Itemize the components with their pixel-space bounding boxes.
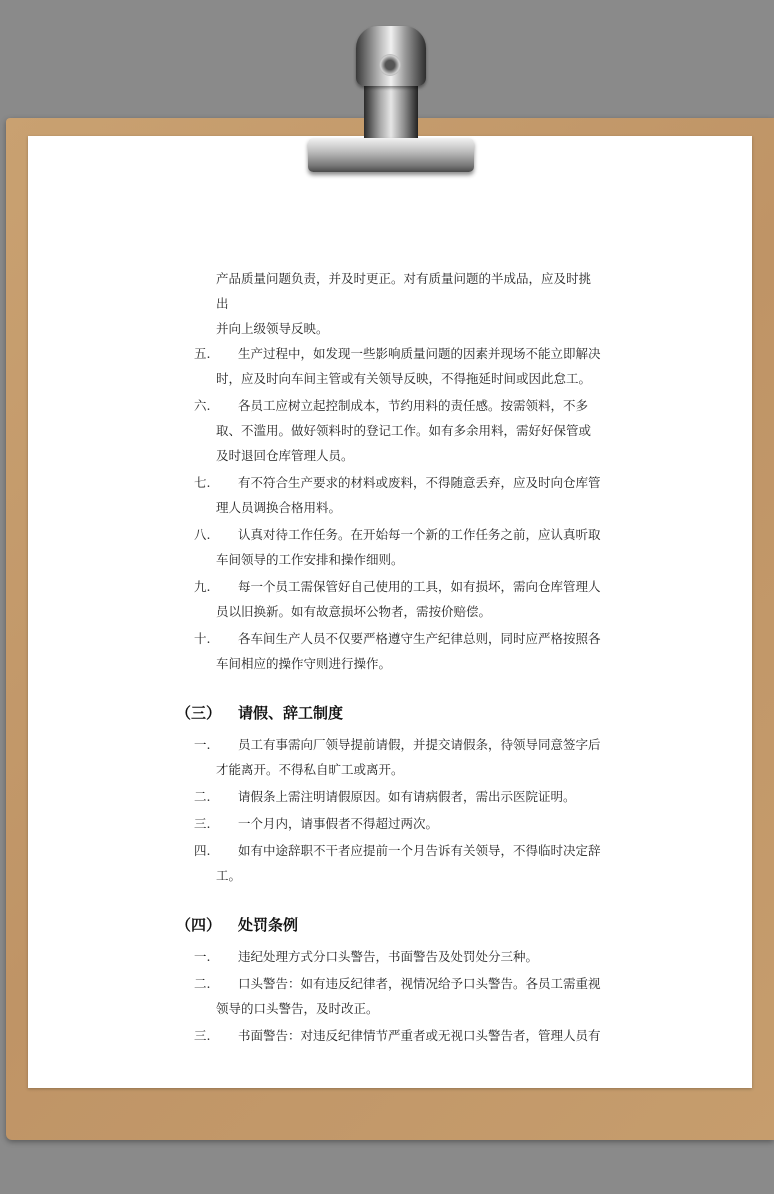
item-number: 二. [194,976,211,991]
list-item [28,784,752,809]
item-text: 有不符合生产要求的材料或废料，不得随意丢弃，应及时向仓库管理人员调换合格用料。 [216,475,601,515]
document-page [28,136,752,1088]
document-content [28,266,752,1050]
item-number: 五. [194,346,211,361]
list-item [28,626,752,676]
item-text: 违纪处理方式分口头警告，书面警告及处罚处分三种。 [238,949,539,964]
binder-clip-neck [364,84,418,140]
item-number: 九. [194,579,211,594]
section-heading-leave [28,700,752,726]
intro-line-2: 并向上级领导反映。 [216,321,329,336]
item-text: 每一个员工需保管好自己使用的工具，如有损坏，需向仓库管理人员以旧换新。如有故意损坏公物者，需按价赔偿。 [216,579,601,619]
item-number: 四. [194,843,211,858]
list-item [28,811,752,836]
section-number: （四） [176,916,222,934]
item-text: 生产过程中，如发现一些影响质量问题的因素并现场不能立即解决时，应及时向车间主管或有关领导反映，不得拖延时间或因此怠工。 [216,346,601,386]
item-text: 书面警告：对违反纪律情节严重者或无视口头警告者，管理人员有 [238,1028,601,1043]
item-number: 一. [194,737,211,752]
binder-clip-base [308,138,474,172]
section-title: 处罚条例 [238,916,299,934]
list-item [28,522,752,572]
section-title: 请假、辞工制度 [238,704,344,722]
item-text: 各员工应树立起控制成本，节约用料的责任感。按需领料，不多取、不滥用。做好领料时的登记工作。如有多余用料，需好好保管或及时退回仓库管理人员。 [216,398,592,463]
binder-clip-hole [379,54,401,76]
item-text: 各车间生产人员不仅要严格遵守生产纪律总则，同时应严格按照各车间相应的操作守则进行操作。 [216,631,601,671]
item-number: 一. [194,949,211,964]
list-item [28,944,752,969]
list-item [28,574,752,624]
list-item [28,971,752,1021]
item-number: 十. [194,631,211,646]
item-text: 口头警告：如有违反纪律者，视情况给予口头警告。各员工需重视领导的口头警告，及时改正。 [216,976,601,1016]
item-text: 员工有事需向厂领导提前请假，并提交请假条，待领导同意签字后才能离开。不得私自旷工或离开。 [216,737,601,777]
item-text: 认真对待工作任务。在开始每一个新的工作任务之前，应认真听取车间领导的工作安排和操作细则。 [216,527,601,567]
intro-line-1: 产品质量问题负责，并及时更正。对有质量问题的半成品，应及时挑出 [216,271,592,311]
item-number: 三. [194,816,211,831]
item-text: 一个月内，请事假者不得超过两次。 [238,816,439,831]
item-number: 八. [194,527,211,542]
list-item [28,838,752,888]
item-number: 六. [194,398,211,413]
item-number: 七. [194,475,211,490]
list-item [28,470,752,520]
list-item [28,732,752,782]
item-text: 请假条上需注明请假原因。如有请病假者，需出示医院证明。 [238,789,576,804]
item-number: 三. [194,1028,211,1043]
intro-paragraph [28,266,752,341]
section-number: （三） [176,704,222,722]
item-number: 二. [194,789,211,804]
item-text: 如有中途辞职不干者应提前一个月告诉有关领导，不得临时决定辞工。 [216,843,601,883]
list-item [28,1023,752,1048]
list-item [28,341,752,391]
list-item [28,393,752,468]
section-heading-penalty [28,912,752,938]
